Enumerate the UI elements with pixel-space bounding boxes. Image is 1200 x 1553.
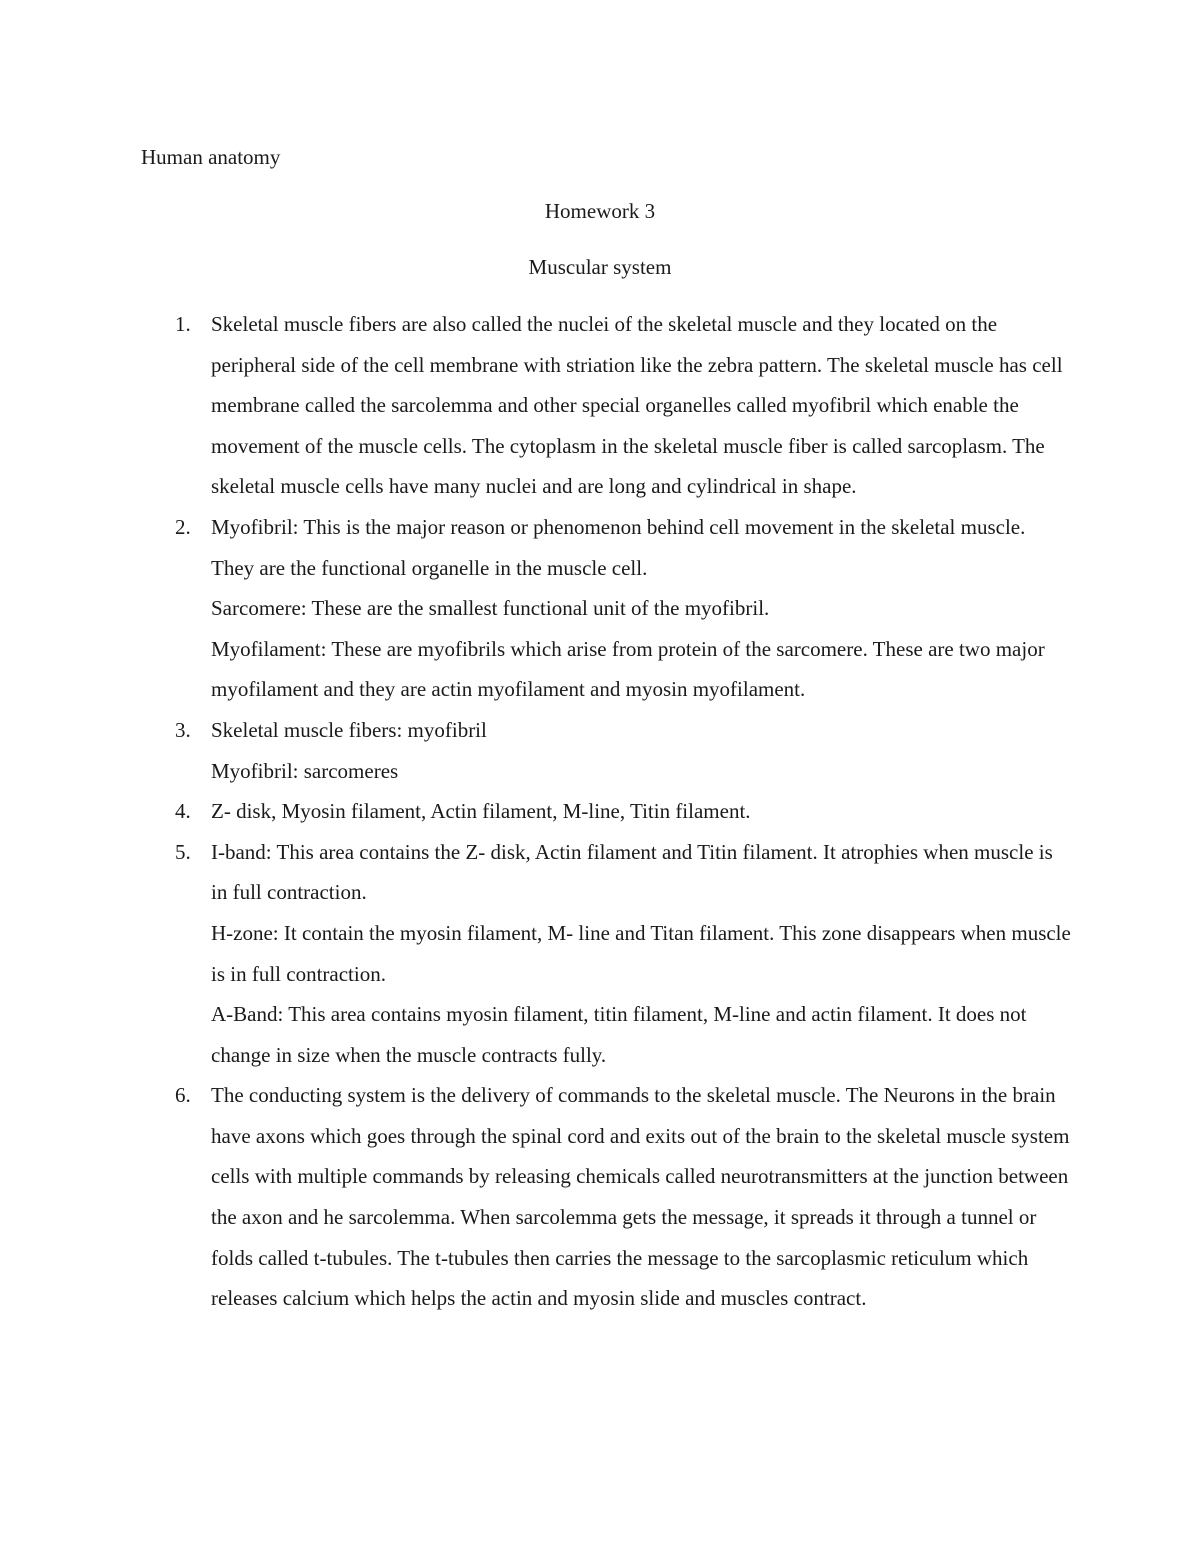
list-item: [0, 507, 1200, 710]
list-item: [0, 710, 1200, 791]
list-item-number: 1.: [175, 312, 191, 336]
list-item-number: 6.: [175, 1083, 191, 1108]
answer-paragraph: Myofilament: These are myofibrils which arise from protein of the sarcomere. These are two major myofilament and they are actin myofilament and myosin myofilament.: [211, 636, 1045, 702]
list-item-body: [211, 791, 1071, 832]
list-item-body: [211, 304, 1071, 507]
list-item-number: 3.: [175, 717, 191, 742]
topic-title: Muscular system: [528, 255, 672, 279]
list-item: [0, 832, 1200, 1076]
answer-paragraph: Myofibril: This is the major reason or phenomenon behind cell movement in the skeletal muscle. They are the functional organelle in the muscle cell.: [211, 514, 1026, 580]
answer-paragraph: Sarcomere: These are the smallest functional unit of the myofibril.: [211, 596, 770, 621]
list-item-body: [211, 710, 1071, 791]
list-item-number: 5.: [175, 839, 191, 864]
assignment-title: Homework 3: [544, 199, 656, 223]
list-item-body: [211, 1075, 1071, 1319]
answer-paragraph: Z- disk, Myosin filament, Actin filament, M-line, Titin filament.: [211, 799, 751, 824]
list-item: [0, 1075, 1200, 1319]
answer-paragraph: Myofibril: sarcomeres: [211, 758, 399, 783]
answer-paragraph: A-Band: This area contains myosin filament, titin filament, M-line and actin filament. It does not change in size when the muscle contracts fully.: [211, 1002, 1027, 1067]
answer-list: [0, 304, 1200, 1319]
list-item: [0, 304, 1200, 507]
answer-paragraph: Skeletal muscle fibers: myofibril: [211, 717, 487, 742]
course-title: Human anatomy: [141, 145, 281, 169]
list-item-body: [211, 507, 1071, 710]
list-item-body: [211, 832, 1071, 1076]
list-item-number: 2.: [175, 514, 191, 539]
answer-paragraph: I-band: This area contains the Z- disk, Actin filament and Titin filament. It atrophies when muscle is in full contraction.: [211, 839, 1053, 905]
answer-paragraph: H-zone: It contain the myosin filament, M- line and Titan filament. This zone disappears when muscle is in full contraction.: [211, 920, 1071, 986]
list-item: [0, 791, 1200, 832]
list-item-number: 4.: [175, 799, 191, 824]
answer-paragraph: Skeletal muscle fibers are also called the nuclei of the skeletal muscle and they located on the peripheral side of the cell membrane with striation like the zebra pattern. The skeletal muscle has cell membrane called the sarcolemma and other special organelles called myofibril which enable the movement of the muscle cells. The cytoplasm in the skeletal muscle fiber is called sarcoplasm. The skeletal muscle cells have many nuclei and are long and cylindrical in shape.: [211, 312, 1063, 499]
answer-paragraph: The conducting system is the delivery of commands to the skeletal muscle. The Neurons in the brain have axons which goes through the spinal cord and exits out of the brain to the skeletal muscle system cells with multiple commands by releasing chemicals called neurotransmitters at the junction between the axon and he sarcolemma. When sarcolemma gets the message, it spreads it through a tunnel or folds called t-tubules. The t-tubules then carries the message to the sarcoplasmic reticulum which releases calcium which helps the actin and myosin slide and muscles contract.: [211, 1083, 1070, 1311]
